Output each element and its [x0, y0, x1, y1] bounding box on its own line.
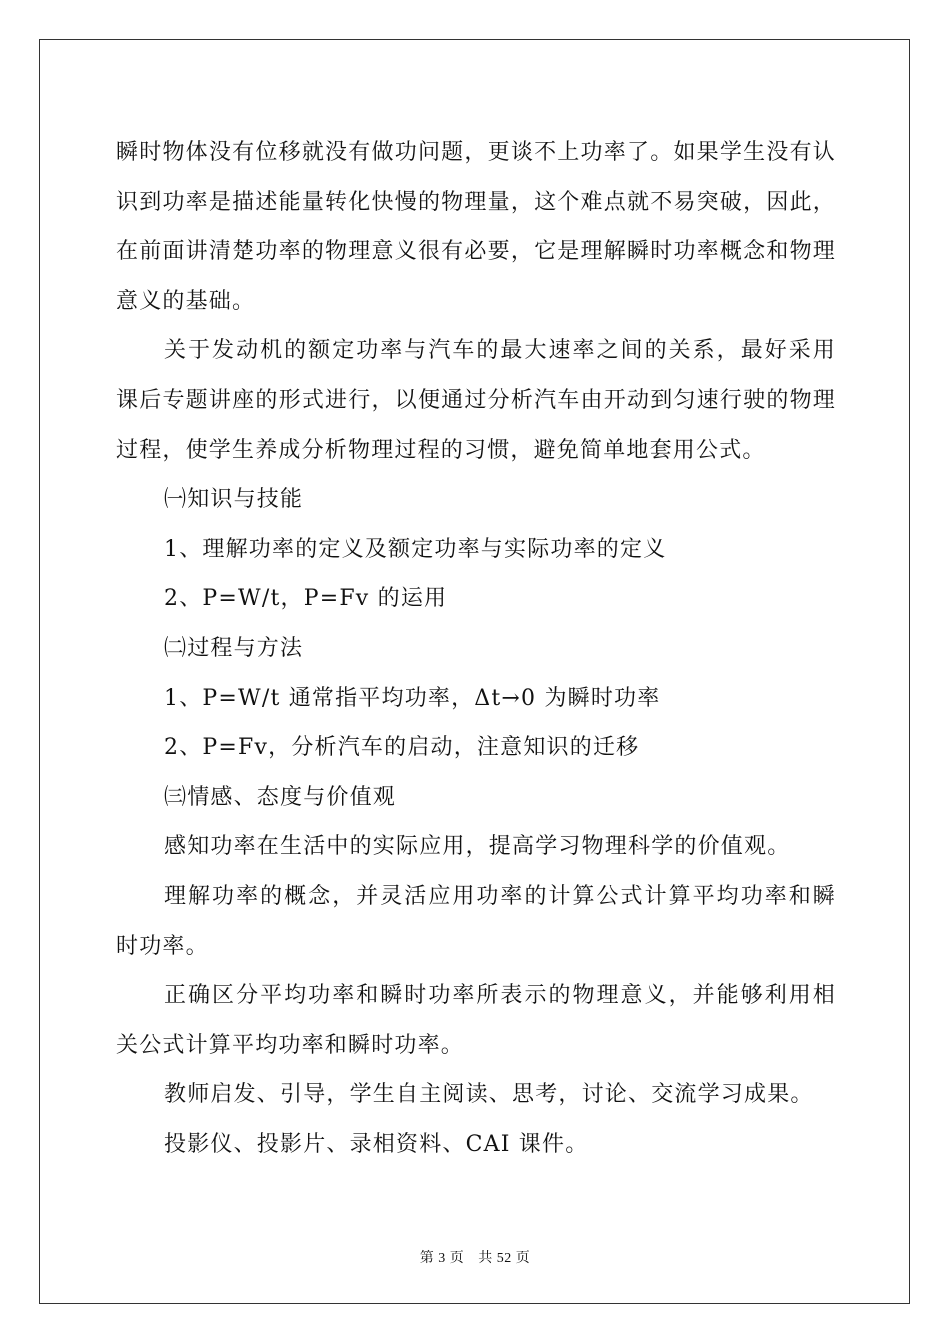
page-total: 共 52 页 — [478, 1251, 531, 1266]
section-heading: ㈠知识与技能 — [164, 487, 304, 513]
page-footer — [0, 1247, 950, 1267]
paragraph: 关于发动机的额定功率与汽车的最大速率之间的关系，最好采用课后专题讲座的形式进行，以便通过分析汽车由开动到匀速行驶的物理过程，使学生养成分析物理过程的习惯，避免简单地套用公式。 — [116, 338, 836, 463]
list-item: 2、P=Fv，分析汽车的启动，注意知识的迁移 — [164, 735, 640, 761]
list-item: 1、理解功率的定义及额定功率与实际功率的定义 — [164, 536, 667, 562]
section-heading: ㈢情感、态度与价值观 — [164, 784, 397, 810]
section-heading: ㈡过程与方法 — [164, 635, 304, 661]
list-item: 2、P=W/t，P=Fv 的运用 — [164, 586, 448, 612]
list-item: 1、P=W/t 通常指平均功率，Δt→0 为瞬时功率 — [164, 685, 661, 711]
paragraph: 投影仪、投影片、录相资料、CAI 课件。 — [164, 1131, 589, 1157]
paragraph: 正确区分平均功率和瞬时功率所表示的物理意义，并能够利用相关公式计算平均功率和瞬时功率。 — [116, 983, 836, 1058]
paragraph: 教师启发、引导，学生自主阅读、思考，讨论、交流学习成果。 — [164, 1082, 814, 1108]
paragraph: 瞬时物体没有位移就没有做功问题，更谈不上功率了。如果学生没有认识到功率是描述能量转化快慢的物理量，这个难点就不易突破，因此，在前面讲清楚功率的物理意义很有必要，它是理解瞬时功率概念和物理意义的基础。 — [116, 140, 836, 314]
paragraph: 感知功率在生活中的实际应用，提高学习物理科学的价值观。 — [164, 834, 791, 860]
document-body — [116, 128, 836, 1169]
paragraph: 理解功率的概念，并灵活应用功率的计算公式计算平均功率和瞬时功率。 — [116, 883, 836, 959]
page-number: 第 3 页 — [419, 1251, 465, 1266]
